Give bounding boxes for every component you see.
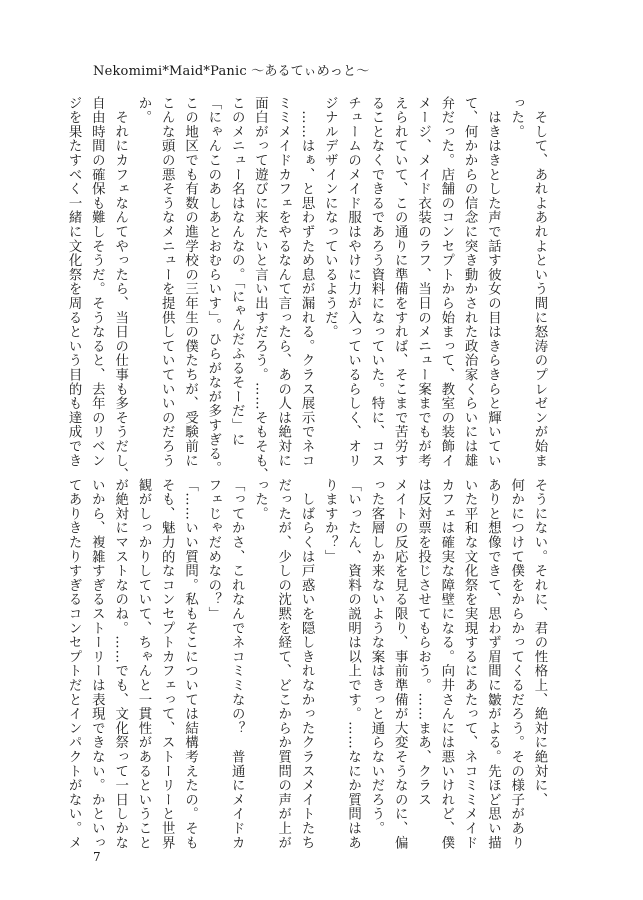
text-line: それにカフェなんてやったら、当日の仕事も多そうだし、 — [112, 96, 128, 483]
text-line: ジを果たすべく一緒に文化祭を周るという目的も達成でき — [66, 96, 82, 468]
text-line: 「ってかさ、これなんでネコミミなの？ 普通にメイドカ — [229, 478, 245, 850]
text-line: だったが、少しの沈黙を経て、どこからか質問の声が上が — [275, 478, 291, 850]
text-line: は反対票を投じさせてもらおう。……まあ、クラス — [415, 478, 431, 807]
text-line: そして、あれよあれよという間に怒涛のプレゼンが始ま — [532, 96, 547, 468]
text-line: しばらくは戸惑いを隠しきれなかったクラスメイトたち — [299, 478, 315, 850]
text-line: 観がしっかりしていて、ちゃんと一貫性があるということ — [135, 478, 151, 850]
text-line: ミミメイドカフェをやるなんて言ったら、あの人は絶対に — [275, 96, 291, 468]
text-line: いから、複雑すぎるストーリーは表現できない。かといっ — [89, 478, 105, 850]
text-line: こんな頭の悪そうなメニューを提供していていいのだろう — [159, 96, 175, 468]
text-line: った。 — [508, 96, 524, 139]
text-line: このメニュー名はなんなの。「にゃんだふるそーだ」に — [229, 96, 245, 447]
text-line: ジナルデザインになっているようだ。 — [322, 96, 338, 340]
text-line: 「……いい質問。私もそこについては結構考えたの。そも — [182, 478, 198, 850]
text-line: りますか？」 — [322, 478, 338, 564]
text-line: 弁だった。店舗のコンセプトから始まって、教室の装飾イ — [438, 96, 454, 468]
text-line: 何かにつけて僕をからかってくるだろう。その様子があり — [508, 478, 524, 850]
text-line: えられていて、この通りに準備をすれば、そこまで苦労す — [392, 96, 408, 468]
text-line: はきはきとした声で話す彼女の目はきらきらと輝いてい — [485, 96, 501, 468]
text-line: そも、魅力的なコンセプトカフェって、ストーリーと世界 — [159, 478, 175, 850]
text-line: フェじゃだめなの？」 — [205, 478, 221, 621]
text-line: か。 — [135, 96, 151, 125]
text-line: メージ、メイド衣装のラフ、当日のメニュー案までもが考 — [415, 96, 431, 468]
text-line: ありと想像できて、思わず眉間に皺がよる。先ほど思い描 — [485, 478, 501, 850]
text-line: カフェは確実な障壁になる。向井さんには悪いけれど、僕 — [438, 478, 454, 850]
page-number: 7 — [93, 850, 101, 864]
text-line: 「にゃんこのあしあとおむらいす」。ひらがなが多すぎる。 — [205, 96, 221, 476]
text-line: メイトの反応を見る限り、事前準備が大変そうなのに、偏 — [392, 478, 408, 850]
text-line: て、何かからの信念に突き動かされた政治家くらいには雄 — [462, 96, 478, 468]
text-line: った。 — [252, 478, 268, 521]
text-line: 面白がって遊びに来たいと言い出すだろう。……そもそも、 — [252, 96, 268, 483]
text-line: った客層しか来ないような案はきっと通らないだろう。 — [368, 478, 384, 836]
text-line: チュームのメイド服はやけに力が入っているらしく、オリ — [345, 96, 361, 468]
text-line: いた平和な文化祭を実現するにあたって、ネコミミメイド — [462, 478, 478, 850]
text-column-top — [66, 96, 551, 483]
text-line: この地区でも有数の進学校の三年生の僕たちが、受験前に — [182, 96, 198, 468]
text-line: 自由時間の確保も難しそうだ。そうなると、去年のリベン — [89, 96, 105, 468]
text-line: 「いったん、資料の説明は以上です。……なにか質問はあ — [345, 478, 361, 850]
text-line: ……はぁ、と思わずため息が漏れる。クラス展示でネコ — [299, 96, 315, 468]
text-column-bottom — [66, 478, 551, 850]
text-line: てありきたりすぎるコンセプトだとインパクトがない。メ — [66, 478, 82, 850]
text-line: そうにない。それに、君の性格上、絶対に絶対に、 — [532, 478, 547, 807]
running-header: Nekomimi*Maid*Panic 〜あるてぃめっと〜 — [93, 64, 370, 79]
text-line: ることなくできるであろう資料になっていた。特に、コス — [368, 96, 384, 468]
text-line: が絶対にマストなのね。……でも、文化祭って一日しかな — [112, 478, 128, 850]
